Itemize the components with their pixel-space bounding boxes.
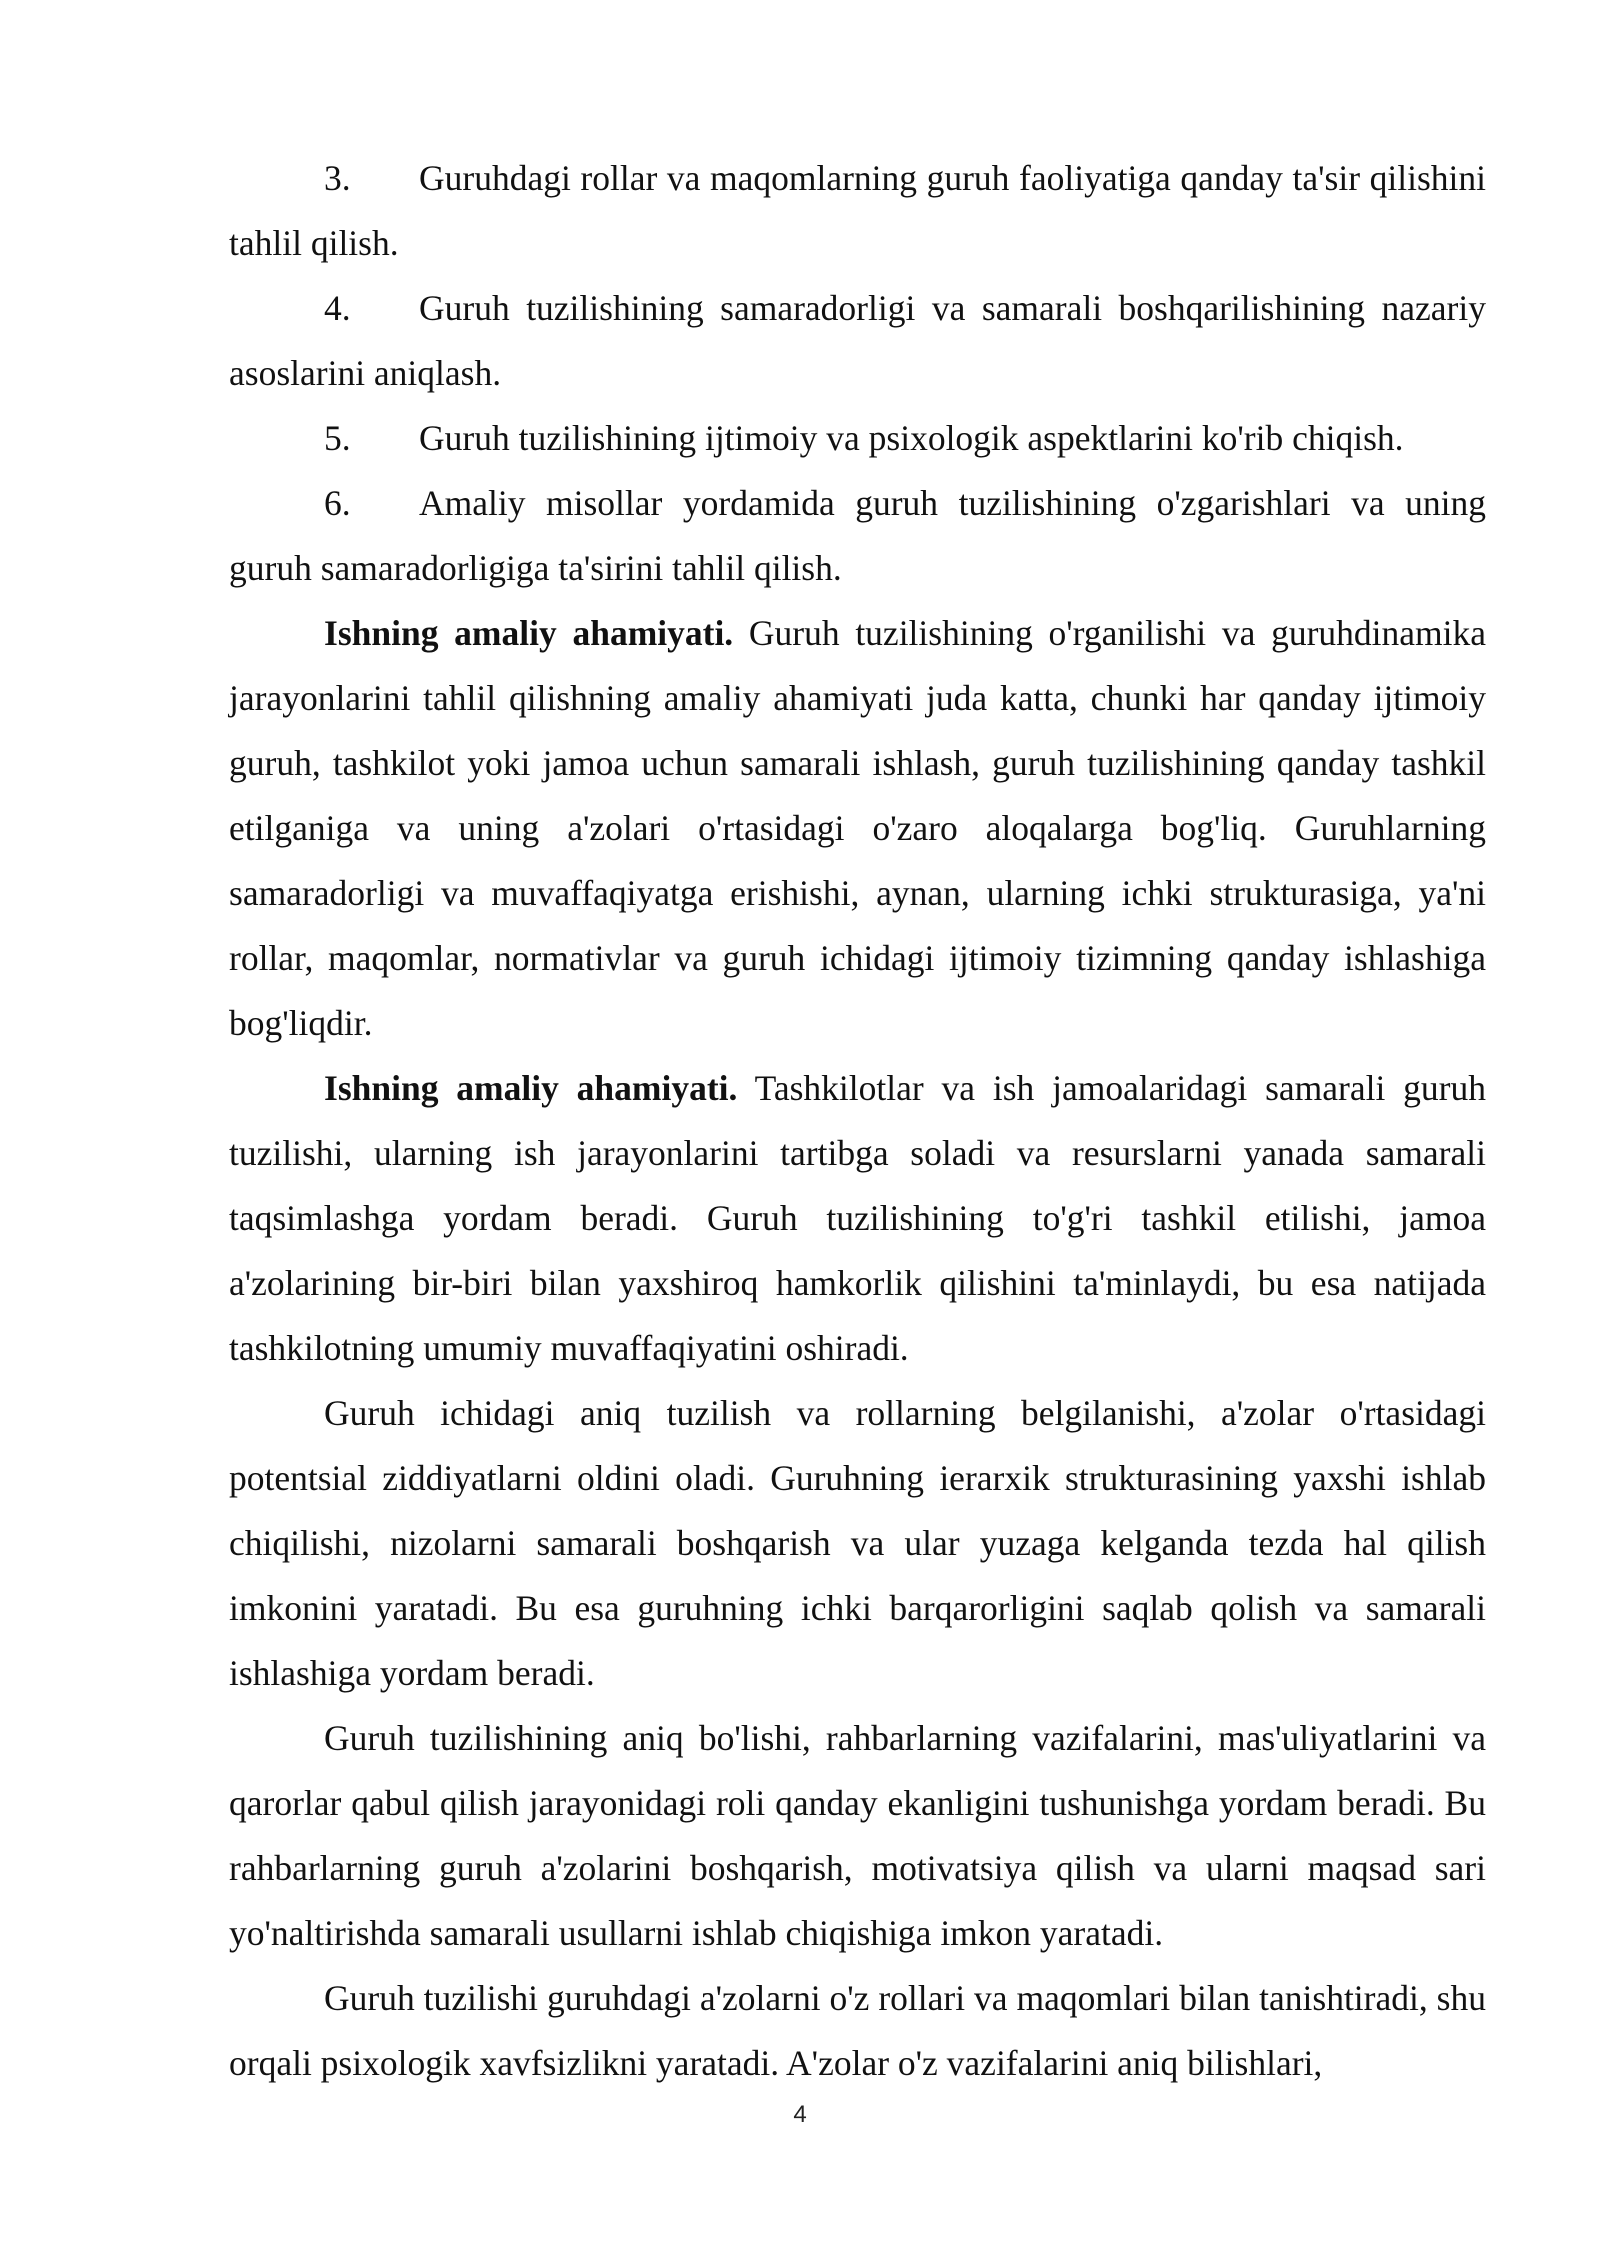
list-item-5 (229, 406, 1486, 471)
paragraph-practical-significance (229, 601, 1486, 1056)
page-number: 4 (793, 2101, 807, 2128)
list-number: 5. (324, 418, 351, 458)
paragraph-roles: Guruh tuzilishi guruhdagi a'zolarni o'z rollari va maqomlari bilan tanishtiradi, shu orqali psixologik xavfsizlikni yaratadi. A'zolar o'z vazifalarini aniq bilishlari, (229, 1978, 1486, 2083)
paragraph-text: Guruh tuzilishining o'rganilishi va guruhdinamika jarayonlarini tahlil qilishning amaliy ahamiyati juda katta, chunki har qanday ijtimoiy guruh, tashkilot yoki jamoa uchun samarali ishlash, guruh tuzilishining qanday tashkil etilganiga va uning a'zolari o'rtasidagi o'zaro aloqalarga bog'liq. Guruhlarning samaradorligi va muvaffaqiyatga erishishi, aynan, ularning ichki strukturasiga, ya'ni rollar, maqomlar, normativlar va guruh ichidagi ijtimoiy tizimning qanday ishlashiga bog'liqdir. (229, 613, 1486, 1043)
list-text: Guruhdagi rollar va maqomlarning guruh faoliyatiga qanday ta'sir qilishini tahlil qilish. (229, 158, 1486, 263)
list-text: Guruh tuzilishining ijtimoiy va psixologik aspektlarini ko'rib chiqish. (419, 418, 1404, 458)
paragraph-practical-significance-2 (229, 1056, 1486, 1381)
paragraph-leadership: Guruh tuzilishining aniq bo'lishi, rahbarlarning vazifalarini, mas'uliyatlarini va qarorlar qabul qilish jarayonidagi roli qanday ekanligini tushunishga yordam beradi. Bu rahbarlarning guruh a'zolarini boshqarish, motivatsiya qilish va ularni maqsad sari yo'naltirishda samarali usullarni ishlab chiqishiga imkon yaratadi. (229, 1718, 1486, 1953)
list-item-3 (229, 146, 1486, 276)
paragraph-heading: Ishning amaliy ahamiyati. (324, 613, 734, 653)
list-item-6 (229, 471, 1486, 601)
list-number: 6. (324, 483, 351, 523)
list-number: 3. (324, 158, 351, 198)
paragraph-structure: Guruh ichidagi aniq tuzilish va rollarning belgilanishi, a'zolar o'rtasidagi potentsial ziddiyatlarni oldini oladi. Guruhning ierarxik strukturasining yaxshi ishlab chiqilishi, nizolarni samarali boshqarish va ular yuzaga kelganda tezda hal qilish imkonini yaratadi. Bu esa guruhning ichki barqarorligini saqlab qolish va samarali ishlashiga yordam beradi. (229, 1393, 1486, 1693)
page-body (229, 146, 1486, 2096)
list-item-4 (229, 276, 1486, 406)
paragraph-heading: Ishning amaliy ahamiyati. (324, 1068, 738, 1108)
paragraph-text: Tashkilotlar va ish jamoalaridagi samarali guruh tuzilishi, ularning ish jarayonlarini tartibga soladi va resurslarni yanada samarali taqsimlashga yordam beradi. Guruh tuzilishining to'g'ri tashkil etilishi, jamoa a'zolarining bir-biri bilan yaxshiroq hamkorlik qilishini ta'minlaydi, bu esa natijada tashkilotning umumiy muvaffaqiyatini oshiradi. (229, 1068, 1486, 1368)
list-number: 4. (324, 288, 351, 328)
list-text: Guruh tuzilishining samaradorligi va samarali boshqarilishining nazariy asoslarini aniqlash. (229, 288, 1486, 393)
list-text: Amaliy misollar yordamida guruh tuzilishining o'zgarishlari va uning guruh samaradorligiga ta'sirini tahlil qilish. (229, 483, 1486, 588)
